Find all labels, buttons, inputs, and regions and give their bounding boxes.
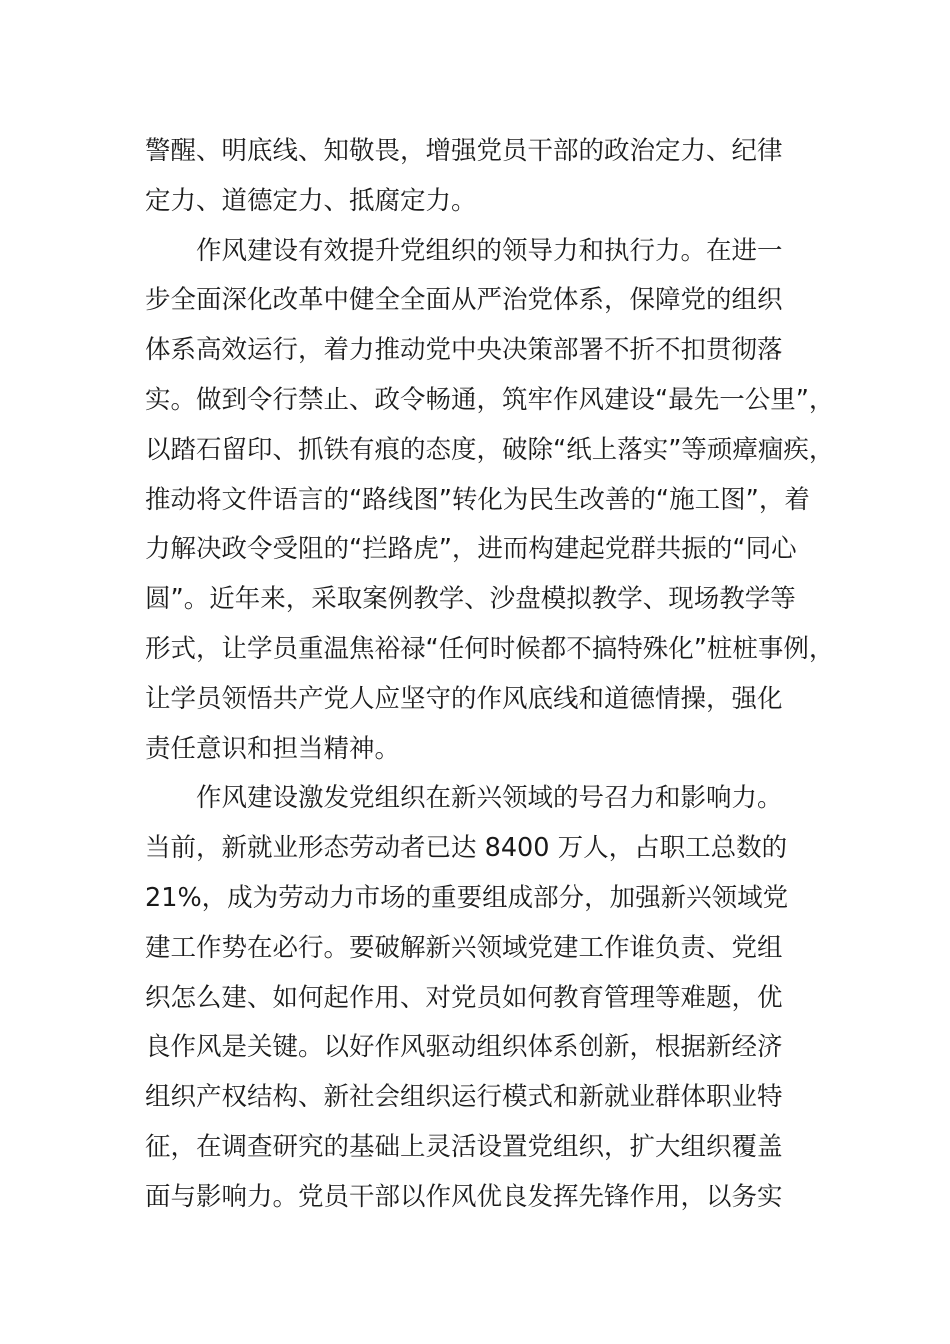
text-line: 组织产权结构、新社会组织运行模式和新就业群体职业特 — [145, 1082, 783, 1113]
text-line: 警醒、明底线、知敬畏，增强党员干部的政治定力、纪律 — [145, 136, 783, 166]
text-line: 以踏石留印、抓铁有痕的态度，破除“纸上落实”等顽瘴痼疾， — [145, 434, 835, 465]
text-line: 形式，让学员重温焦裕禄“任何时候都不搞特殊化”桩桩事例， — [145, 633, 835, 664]
text-line: 建工作势在必行。要破解新兴领域党建工作谁负责、党组 — [145, 932, 783, 963]
text-line: 作风建设激发党组织在新兴领域的号召力和影响力。 — [145, 783, 783, 814]
text-line: 21%，成为劳动力市场的重要组成部分，加强新兴领域党 — [145, 882, 789, 913]
text-line: 步全面深化改革中健全全面从严治党体系，保障党的组织 — [145, 285, 783, 316]
text-line: 圆”。近年来，采取案例教学、沙盘模拟教学、现场教学等 — [145, 584, 796, 615]
text-line: 实。做到令行禁止、政令畅通，筑牢作风建设“最先一公里”， — [145, 384, 835, 415]
text-line: 体系高效运行，着力推动党中央决策部署不折不扣贯彻落 — [145, 335, 783, 366]
text-line: 作风建设有效提升党组织的领导力和执行力。在进一 — [145, 235, 783, 266]
text-line: 推动将文件语言的“路线图”转化为民生改善的“施工图”，着 — [145, 484, 810, 515]
document-body — [145, 127, 835, 1223]
text-line: 面与影响力。党员干部以作风优良发挥先锋作用，以务实 — [145, 1181, 783, 1212]
text-line: 力解决政令受阻的“拦路虎”，进而构建起党群共振的“同心 — [145, 534, 797, 565]
text-line: 定力、道德定力、抵腐定力。 — [145, 185, 477, 216]
text-line: 让学员领悟共产党人应坚守的作风底线和道德情操，强化 — [145, 683, 783, 714]
text-line: 良作风是关键。以好作风驱动组织体系创新，根据新经济 — [145, 1032, 783, 1063]
text-line: 织怎么建、如何起作用、对党员如何教育管理等难题，优 — [145, 982, 783, 1013]
text-line: 征，在调查研究的基础上灵活设置党组织，扩大组织覆盖 — [145, 1131, 783, 1162]
text-line: 当前，新就业形态劳动者已达 8400 万人，占职工总数的 — [145, 833, 788, 864]
text-line: 责任意识和担当精神。 — [145, 733, 401, 764]
